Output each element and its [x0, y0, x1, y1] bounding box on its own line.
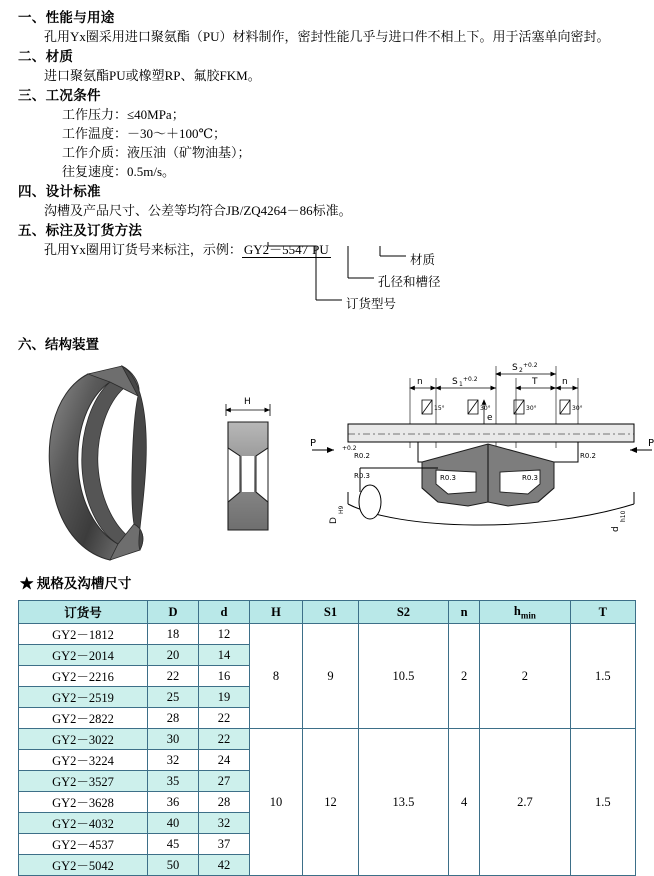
label-D-H9-sub: H9 [338, 505, 345, 514]
cell-code: GY2－2014 [19, 645, 148, 666]
cell-S1-group-top: 9 [303, 624, 359, 729]
section-conditions [18, 86, 638, 181]
cell-D: 45 [148, 834, 199, 855]
col-header-D: D [148, 601, 199, 624]
figure-section-title: 六、结构装置 [18, 337, 99, 352]
label-d-h10: d [611, 526, 621, 532]
order-code-intro: 孔用Yx圈用订货号来标注，示例： [44, 242, 242, 257]
cell-d: 24 [199, 750, 250, 771]
cell-code: GY2－3022 [19, 729, 148, 750]
section-material [18, 47, 638, 85]
section-line: 工作压力：≤40MPa； [62, 107, 185, 122]
cell-hmin-group-bottom: 2.7 [480, 729, 570, 876]
section-body [18, 105, 638, 181]
spec-table [18, 600, 636, 876]
cell-D: 18 [148, 624, 199, 645]
spec-table-heading: ★ 规格及沟槽尺寸 [20, 576, 132, 591]
cell-D: 50 [148, 855, 199, 876]
cell-D: 20 [148, 645, 199, 666]
cell-code: GY2－3628 [19, 792, 148, 813]
order-code-label-material: 材质 [410, 253, 436, 267]
cell-S1-group-bottom: 12 [303, 729, 359, 876]
cell-code: GY2－2822 [19, 708, 148, 729]
cell-d: 19 [199, 687, 250, 708]
label-R02-left: R0.2 [354, 452, 370, 460]
section-body [18, 201, 638, 220]
cell-D: 25 [148, 687, 199, 708]
label-R03-mid-left: R0.3 [440, 474, 456, 482]
col-header-hmin [480, 601, 570, 624]
seal-cross-section-view [226, 397, 270, 530]
section-line: 工作温度：－30～＋100℃； [62, 126, 227, 141]
label-S2-sub: 2 [519, 367, 523, 374]
section-body [18, 27, 638, 46]
label-S1-tol: +0.2 [463, 376, 478, 383]
section-body [18, 66, 638, 85]
order-code-example [44, 240, 638, 259]
col-header-H: H [250, 601, 303, 624]
section-title: 二、材质 [18, 49, 74, 64]
cell-d: 22 [199, 729, 250, 750]
section-title: 四、设计标准 [18, 184, 101, 199]
col-header-T: T [570, 601, 635, 624]
cell-D: 32 [148, 750, 199, 771]
text-sections [18, 8, 638, 313]
cell-d: 12 [199, 624, 250, 645]
cell-D: 35 [148, 771, 199, 792]
groove-installation-view [310, 362, 654, 532]
cell-code: GY2－5042 [19, 855, 148, 876]
label-d-h10-sub: h10 [620, 510, 627, 522]
col-header-hmin-main: h [513, 603, 521, 618]
col-header-S1: S1 [303, 601, 359, 624]
label-P-right: P [648, 438, 654, 449]
label-angle-30a: 30° [480, 405, 491, 412]
section-line: 工作介质：液压油（矿物油基）； [62, 145, 251, 160]
section-line: 孔用Yx圈采用进口聚氨酯（PU）材料制作，密封性能几乎与进口件不相上下。用于活塞单向密封。 [44, 29, 610, 44]
cell-code: GY2－4537 [19, 834, 148, 855]
label-angle-30b: 30° [526, 405, 537, 412]
col-header-n: n [448, 601, 479, 624]
col-header-code: 订货号 [19, 601, 148, 624]
cell-code: GY2－2519 [19, 687, 148, 708]
cell-T-group-top: 1.5 [570, 624, 635, 729]
cell-code: GY2－2216 [19, 666, 148, 687]
cell-n-group-bottom: 4 [448, 729, 479, 876]
order-code-diagram [18, 240, 638, 312]
cell-H-group-top: 8 [250, 624, 303, 729]
label-R03-left: R0.3 [354, 472, 370, 480]
label-R02-right: R0.2 [580, 452, 596, 460]
label-tol-upper: +0.2 [342, 445, 357, 452]
table-header-row [19, 601, 636, 624]
col-header-hmin-sub: min [520, 610, 536, 621]
section-line: 沟槽及产品尺寸、公差等均符合JB/ZQ4264－86标准。 [44, 203, 352, 218]
label-T: T [532, 377, 538, 387]
order-code-part-material: PU [312, 242, 329, 257]
section-title: 一、性能与用途 [18, 10, 115, 25]
cell-n-group-top: 2 [448, 624, 479, 729]
order-code-label-bore: 孔径和槽径 [378, 275, 441, 289]
cell-T-group-bottom: 1.5 [570, 729, 635, 876]
section-marking [18, 221, 638, 312]
cell-d: 27 [199, 771, 250, 792]
structure-figure [18, 352, 654, 564]
cell-d: 37 [199, 834, 250, 855]
cell-code: GY2－3224 [19, 750, 148, 771]
cell-D: 28 [148, 708, 199, 729]
cell-d: 32 [199, 813, 250, 834]
order-code-part-number: GY2－5547 [243, 242, 309, 257]
order-code-label-model: 订货型号 [346, 297, 397, 311]
section-line: 进口聚氨酯PU或橡塑RP、氟胶FKM。 [44, 68, 261, 83]
section-performance [18, 8, 638, 46]
section-line: 往复速度：0.5m/s。 [62, 164, 176, 179]
label-n-left: n [417, 377, 423, 387]
label-S2-tol: +0.2 [523, 362, 538, 369]
label-n-right: n [562, 377, 568, 387]
cell-d: 14 [199, 645, 250, 666]
cell-code: GY2－4032 [19, 813, 148, 834]
label-H: H [244, 397, 251, 407]
section-title: 五、标注及订货方法 [18, 223, 143, 238]
cell-H-group-bottom: 10 [250, 729, 303, 876]
cell-S2-group-top: 10.5 [358, 624, 448, 729]
cell-d: 42 [199, 855, 250, 876]
seal-structure-drawing [18, 352, 654, 564]
cell-d: 22 [199, 708, 250, 729]
cell-d: 28 [199, 792, 250, 813]
cell-D: 40 [148, 813, 199, 834]
table-row [19, 729, 636, 750]
cell-D: 36 [148, 792, 199, 813]
table-row [19, 624, 636, 645]
cell-d: 16 [199, 666, 250, 687]
cell-code: GY2－3527 [19, 771, 148, 792]
col-header-d: d [199, 601, 250, 624]
label-R03-mid-right: R0.3 [522, 474, 538, 482]
label-e: e [487, 413, 493, 423]
label-S2: S [512, 363, 518, 373]
label-S1-sub: 1 [459, 381, 463, 388]
section-standard [18, 182, 638, 220]
cell-S2-group-bottom: 13.5 [358, 729, 448, 876]
col-header-S2: S2 [358, 601, 448, 624]
cell-D: 30 [148, 729, 199, 750]
label-angle-30c: 30° [572, 405, 583, 412]
cell-D: 22 [148, 666, 199, 687]
cell-hmin-group-top: 2 [480, 624, 570, 729]
label-angle-15: 15° [434, 405, 445, 412]
label-P-left: P [310, 438, 317, 449]
cell-code: GY2－1812 [19, 624, 148, 645]
section-title: 三、工况条件 [18, 88, 101, 103]
label-S1: S [452, 377, 458, 387]
seal-ring-3d-view [49, 366, 146, 560]
label-D-H9: D [329, 517, 339, 524]
